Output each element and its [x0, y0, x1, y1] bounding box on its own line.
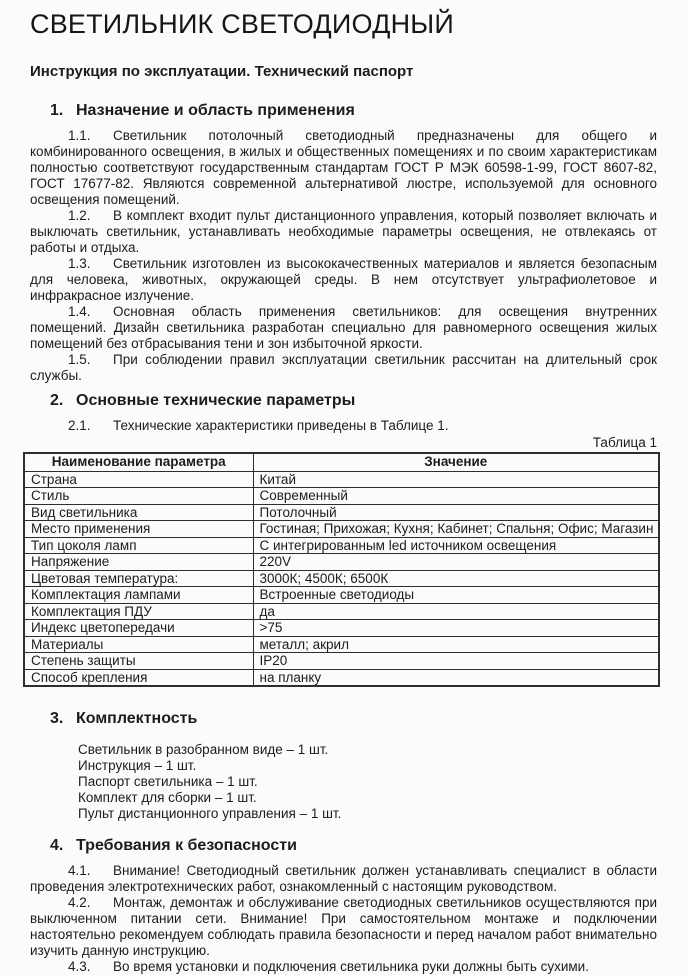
paragraph-1-1-text: Светильник потолочный светодиодный предназначены для общего и комбинированного освещения, в жилых и общественных помещениях и по своим характеристикам полностью соответствуют государственным стандартам ГОСТ Р МЭК 60598-1-99, ГОСТ 8607-82, ГОСТ 17677-82. Являются современной альтернативой люстре, используемой для основного освещения помещений.	[30, 128, 657, 207]
param-name: Материалы	[24, 636, 253, 653]
paragraph-1-3-text: Светильник изготовлен из высококачественных материалов и является безопасным для человека, животных, окружающей среды. В нем отсутствует ультрафиолетовое и инфракрасное излучение.	[30, 256, 657, 303]
specifications-table	[23, 452, 660, 687]
section-3-heading	[30, 709, 657, 729]
param-name: Стиль	[24, 488, 253, 505]
paragraph-1-4	[30, 304, 657, 352]
param-value: Встроенные светодиоды	[253, 587, 659, 604]
table-row	[24, 603, 659, 620]
param-value: 220V	[253, 554, 659, 571]
param-value: Гостиная; Прихожая; Кухня; Кабинет; Спальня; Офис; Магазин	[253, 521, 659, 538]
param-name: Степень защиты	[24, 653, 253, 670]
kit-item: Пульт дистанционного управления – 1 шт.	[78, 806, 342, 821]
paragraph-1-2-number: 1.2.	[68, 208, 91, 223]
paragraph-2-1	[30, 418, 657, 434]
param-value: >75	[253, 620, 659, 637]
param-value: Китай	[253, 471, 659, 488]
paragraph-1-5	[30, 352, 657, 384]
document-subtitle: Инструкция по эксплуатации. Технический паспорт	[30, 63, 414, 80]
paragraph-1-1-number: 1.1.	[68, 128, 91, 143]
param-name: Вид светильника	[24, 504, 253, 521]
table-row	[24, 587, 659, 604]
param-name: Цветовая температура:	[24, 570, 253, 587]
paragraph-4-3	[30, 959, 657, 975]
kit-item: Светильник в разобранном виде – 1 шт.	[78, 742, 329, 757]
param-value: С интегрированным led источником освещения	[253, 537, 659, 554]
table-row	[24, 570, 659, 587]
param-name: Тип цоколя ламп	[24, 537, 253, 554]
section-1-title: Назначение и область применения	[76, 102, 355, 119]
section-4-title: Требования к безопасности	[76, 837, 297, 854]
table-row	[24, 636, 659, 653]
param-value: да	[253, 603, 659, 620]
section-4-heading	[30, 836, 657, 856]
paragraph-1-3-number: 1.3.	[68, 256, 91, 271]
param-value: Современный	[253, 488, 659, 505]
paragraph-2-1-number: 2.1.	[68, 418, 91, 433]
param-value: IP20	[253, 653, 659, 670]
table-row	[24, 537, 659, 554]
section-2-heading	[30, 391, 657, 411]
param-value: металл; акрил	[253, 636, 659, 653]
kit-contents-list	[30, 742, 657, 822]
section-1-heading	[30, 101, 657, 121]
param-name: Место применения	[24, 521, 253, 538]
param-name: Комплектация лампами	[24, 587, 253, 604]
table-header-row	[24, 453, 659, 471]
kit-item: Паспорт светильника – 1 шт.	[78, 774, 258, 789]
param-name: Напряжение	[24, 554, 253, 571]
table-header-parameter: Наименование параметра	[24, 453, 253, 471]
table-header-value: Значение	[253, 453, 659, 471]
paragraph-1-3	[30, 256, 657, 304]
param-name: Индекс цветопередачи	[24, 620, 253, 637]
paragraph-1-4-text: Основная область применения светильников: для освещения внутренних помещений. Дизайн светильника разработан специально для равномерного освещения жилых помещений без отбрасывания тени и зон избыточной яркости.	[30, 304, 657, 351]
section-3-title: Комплектность	[76, 710, 198, 727]
section-4-number: 4.	[50, 837, 64, 854]
kit-item: Комплект для сборки – 1 шт.	[78, 790, 257, 805]
paragraph-4-3-text: Во время установки и подключения светильника руки должны быть сухими.	[113, 959, 589, 974]
kit-item: Инструкция – 1 шт.	[78, 758, 197, 773]
table-row	[24, 554, 659, 571]
table-row	[24, 504, 659, 521]
paragraph-1-5-number: 1.5.	[68, 352, 91, 367]
paragraph-4-2-number: 4.2.	[68, 895, 91, 910]
paragraph-2-1-text: Технические характеристики приведены в Таблице 1.	[113, 418, 449, 433]
paragraph-4-1-number: 4.1.	[68, 863, 91, 878]
section-1-number: 1.	[50, 102, 64, 119]
paragraph-1-2	[30, 208, 657, 256]
paragraph-4-1	[30, 863, 657, 895]
table-row	[24, 471, 659, 488]
param-value: 3000К; 4500К; 6500К	[253, 570, 659, 587]
paragraph-1-1	[30, 128, 657, 208]
param-name: Способ крепления	[24, 669, 253, 686]
paragraph-1-4-number: 1.4.	[68, 304, 91, 319]
table-1-caption: Таблица 1	[592, 435, 657, 450]
section-2-title: Основные технические параметры	[76, 392, 356, 409]
param-name: Страна	[24, 471, 253, 488]
param-name: Комплектация ПДУ	[24, 603, 253, 620]
paragraph-1-2-text: В комплект входит пульт дистанционного управления, который позволяет включать и выключать светильник, устанавливать необходимые параметры освещения, не отвлекаясь от работы и отдыха.	[30, 208, 657, 255]
paragraph-1-5-text: При соблюдении правил эксплуатации светильник рассчитан на длительный срок службы.	[30, 352, 657, 383]
paragraph-4-2-text: Монтаж, демонтаж и обслуживание светодиодных светильников осуществляются при выключенном питании сети. Внимание! При самостоятельном монтаже и подключении настоятельно рекомендуем соблюдать правила безопасности и перед началом работ внимательно изучить данную инструкцию.	[30, 895, 657, 958]
section-3-number: 3.	[50, 710, 64, 727]
table-row	[24, 488, 659, 505]
param-value: на планку	[253, 669, 659, 686]
table-row	[24, 669, 659, 686]
paragraph-4-1-text: Внимание! Светодиодный светильник должен устанавливать специалист в области проведения электротехнических работ, ознакомленный с настоящим руководством.	[30, 863, 657, 894]
paragraph-4-3-number: 4.3.	[68, 959, 91, 974]
section-2-number: 2.	[50, 392, 64, 409]
table-row	[24, 620, 659, 637]
table-row	[24, 653, 659, 670]
document-title: СВЕТИЛЬНИК СВЕТОДИОДНЫЙ	[30, 9, 454, 39]
paragraph-4-2	[30, 895, 657, 959]
table-row	[24, 521, 659, 538]
param-value: Потолочный	[253, 504, 659, 521]
